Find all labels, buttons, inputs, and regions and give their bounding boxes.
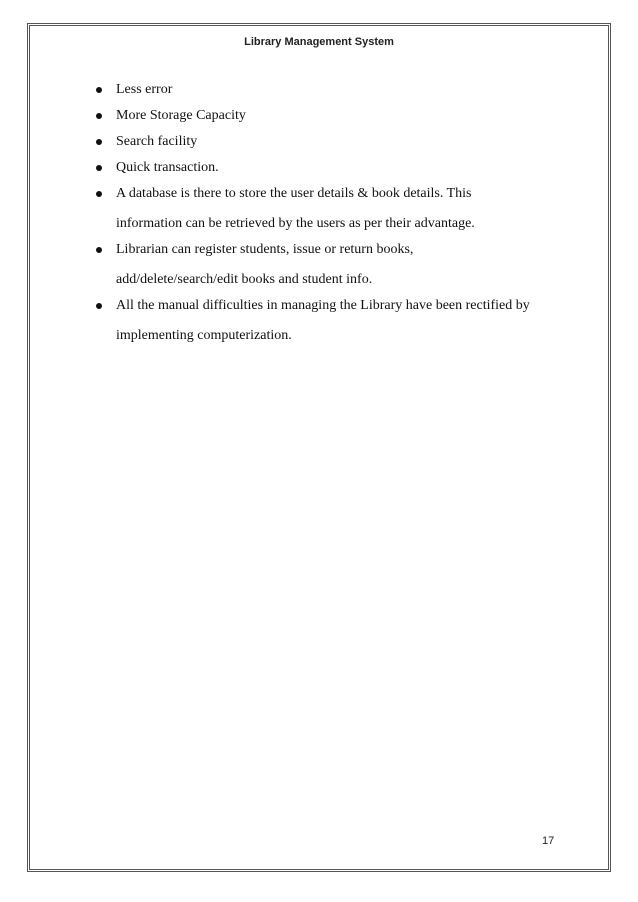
bullet-item-quick-transaction [92, 155, 572, 181]
bullet-text: All the manual difficulties in managing the Library have been rectified by [116, 298, 530, 313]
bullet-icon [96, 165, 102, 171]
bullet-text-continuation: information can be retrieved by the users as per their advantage. [116, 216, 475, 231]
bullet-text: A database is there to store the user details & book details. This [116, 186, 472, 201]
bullet-item-manual-difficulties [92, 293, 572, 349]
bullet-text-continuation: add/delete/search/edit books and student info. [116, 272, 373, 287]
bullet-item-librarian [92, 237, 572, 293]
bullet-icon [96, 139, 102, 145]
bullet-icon [96, 191, 102, 197]
bullet-text: More Storage Capacity [116, 108, 246, 123]
page-header-title: Library Management System [244, 36, 394, 48]
bullet-text: Librarian can register students, issue or return books, [116, 242, 414, 257]
bullet-item-search-facility [92, 129, 572, 155]
bullet-icon [96, 247, 102, 253]
feature-bullet-list [92, 77, 572, 349]
bullet-icon [96, 87, 102, 93]
bullet-text: Less error [116, 82, 173, 97]
page-number: 17 [542, 835, 555, 847]
bullet-item-database [92, 181, 572, 237]
bullet-item-storage-capacity [92, 103, 572, 129]
bullet-text-continuation: implementing computerization. [116, 328, 292, 343]
bullet-icon [96, 303, 102, 309]
bullet-text: Quick transaction. [116, 160, 219, 175]
bullet-item-less-error [92, 77, 572, 103]
bullet-icon [96, 113, 102, 119]
bullet-text: Search facility [116, 134, 198, 149]
